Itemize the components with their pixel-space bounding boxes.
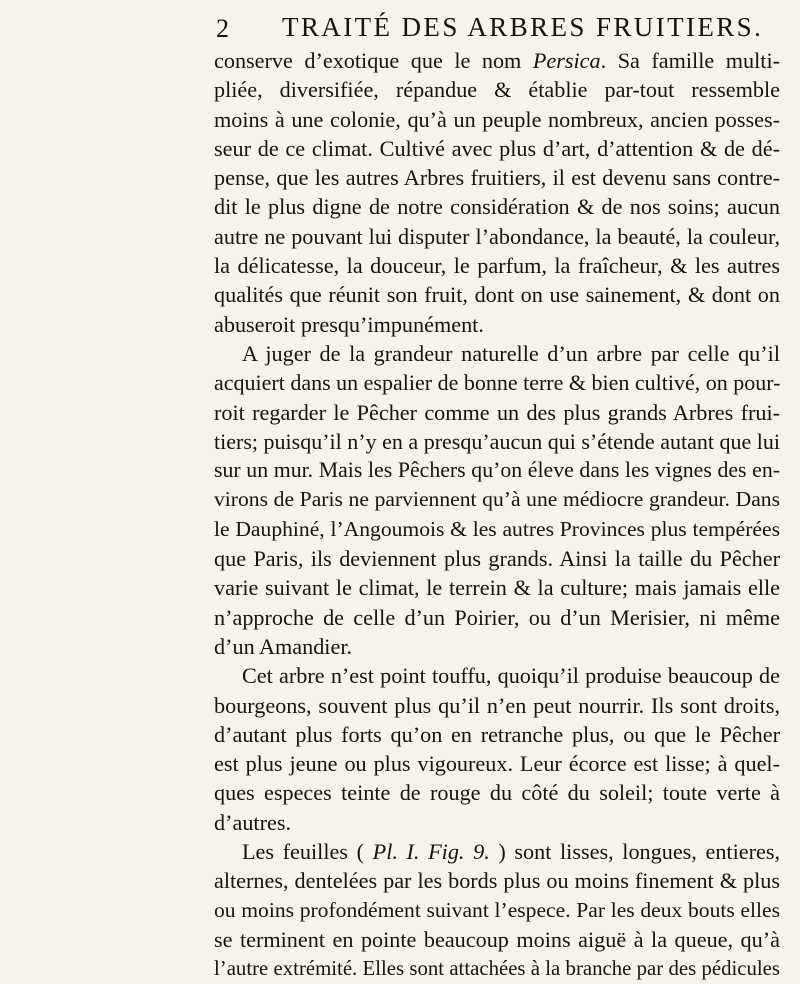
text-line: que Paris, ils deviennent plus grands. Ainsi la taille du Pêcher [214, 546, 780, 572]
text-line: n’approche de celle d’un Poirier, ou d’un Merisier, ni même [214, 604, 780, 630]
text-line: pense, que les autres Arbres fruitiers, il est devenu sans contre- [214, 165, 780, 191]
text-line: alternes, dentelées par les bords plus ou moins finement & plus [214, 868, 780, 894]
text-line: tiers; puisqu’il n’y en a presqu’aucun qui s’étende autant que lui [214, 428, 780, 454]
text-line: abuseroit presqu’impunément. [214, 311, 484, 337]
text-line: ou moins profondément suivant l’espece. Par les deux bouts elles [214, 897, 780, 922]
running-title: TRAITÉ DES ARBRES FRUITIERS. [282, 12, 764, 42]
text-line: le Dauphiné, l’Angoumois & les autres Provinces plus tempérées [214, 516, 780, 541]
text-line: seur de ce climat. Cultivé avec plus d’art, d’attention & de dé- [214, 135, 780, 161]
text-line: est plus jeune ou plus vigoureux. Leur écorce est lisse; à quel- [214, 751, 780, 777]
text-line: conserve d’exotique que le nom Persica. Sa famille multi- [214, 48, 780, 73]
text-line: pliée, diversifiée, répandue & établie par-tout ressemble [214, 77, 780, 103]
page-header [0, 10, 800, 44]
text-line: la délicatesse, la douceur, le parfum, la fraîcheur, & les autres [214, 253, 780, 279]
body-text [214, 46, 780, 984]
text-line: varie suivant le climat, le terrein & la culture; mais jamais elle [214, 575, 780, 601]
figure-reference: Pl. I. Fig. 9. [372, 839, 490, 865]
text-line: Les feuilles ( Pl. I. Fig. 9. ) sont lisses, longues, entieres, [242, 839, 780, 865]
text-line: se terminent en pointe beaucoup moins aiguë à la queue, qu’à [214, 926, 780, 952]
text-line: sur un mur. Mais les Pêchers qu’on éleve dans les vignes des en- [214, 458, 780, 483]
text-line: acquiert dans un espalier de bonne terre & bien cultivé, on pour- [214, 370, 780, 396]
text-line: Cet arbre n’est point touffu, quoiqu’il produise beaucoup de [242, 663, 780, 689]
text-line: d’autant plus forts qu’on en retranche plus, ou que le Pêcher [214, 721, 780, 747]
text-line: virons de Paris ne parviennent qu’à une médiocre grandeur. Dans [214, 487, 780, 512]
italic-word: Persica [532, 48, 601, 73]
text-line: bourgeons, souvent plus qu’il n’en peut nourrir. Ils sont droits, [214, 692, 780, 718]
text-line: l’autre extrémité. Elles sont attachées à la branche par des pédicules [214, 957, 780, 981]
text-line: roit regarder le Pêcher comme un des plus grands Arbres frui- [214, 399, 780, 425]
text-line: d’autres. [214, 809, 292, 835]
text-line: d’un Amandier. [214, 633, 353, 659]
text-line: qualités que réunit son fruit, dont on use sainement, & dont on [214, 282, 780, 308]
text-line: A juger de la grandeur naturelle d’un arbre par celle qu’il [242, 340, 780, 366]
text-line: autre ne pouvant lui disputer l’abondance, la beauté, la couleur, [214, 223, 780, 249]
text-line: ques especes teinte de rouge du côté du soleil; toute verte à [214, 780, 780, 806]
text-line: dit le plus digne de notre considération & de nos soins; aucun [214, 194, 780, 220]
text-line: moins à une colonie, qu’à un peuple nombreux, ancien posses- [214, 106, 780, 132]
page-number: 2 [216, 14, 229, 43]
